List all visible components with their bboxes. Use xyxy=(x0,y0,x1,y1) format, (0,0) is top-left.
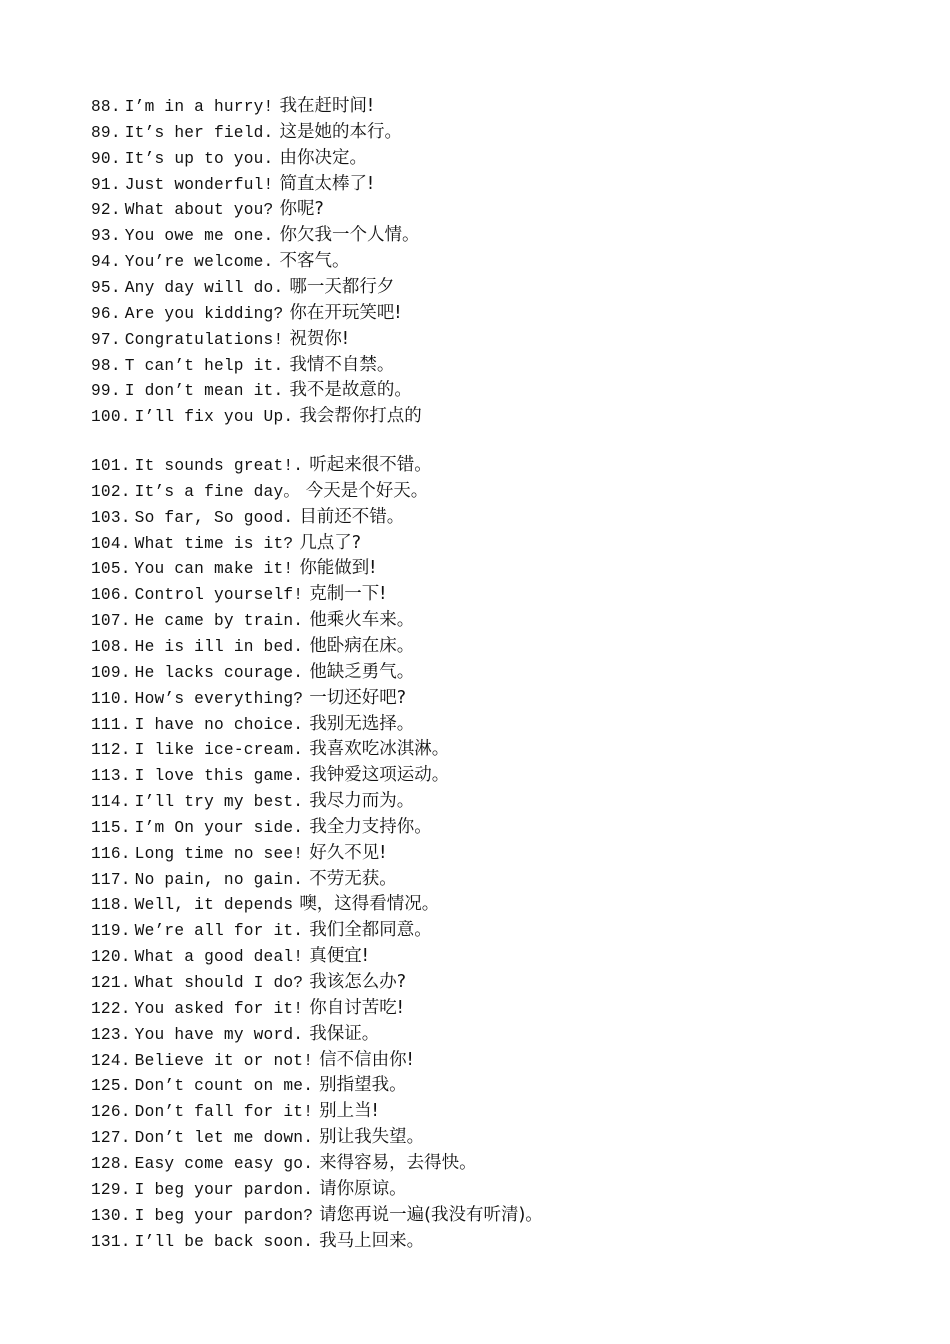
phrase-english: You’re welcome. xyxy=(124,253,274,272)
phrase-number: 131. xyxy=(91,1232,131,1251)
phrase-chinese: 我别无选择。 xyxy=(309,713,415,734)
phrase-english: I beg your pardon. xyxy=(134,1180,314,1199)
phrase-number: 97. xyxy=(91,330,121,349)
phrase-number: 128. xyxy=(91,1154,131,1173)
phrase-english: I’ll try my best. xyxy=(134,793,304,812)
phrase-line xyxy=(91,995,404,1021)
phrase-english: He is ill in bed. xyxy=(134,637,304,656)
phrase-english: It sounds great!. xyxy=(134,457,304,475)
phrase-number: 120. xyxy=(91,948,131,967)
phrase-chinese: 你自讨苦吃! xyxy=(309,997,404,1018)
phrase-english: No pain, no gain. xyxy=(134,870,304,889)
phrase-english: Believe it or not! xyxy=(134,1051,314,1070)
phrase-chinese: 噢，这得看情况。 xyxy=(299,894,440,915)
phrase-chinese: 他乘火车来。 xyxy=(309,610,415,631)
phrase-chinese: 你在开玩笑吧! xyxy=(289,302,402,323)
phrase-english: You can make it! xyxy=(134,560,294,579)
phrase-line xyxy=(91,1021,379,1047)
phrase-english: Don’t let me down. xyxy=(134,1129,314,1148)
phrase-chinese: 目前还不错。 xyxy=(299,506,405,527)
phrase-line xyxy=(91,1176,407,1202)
phrase-chinese: 由你决定。 xyxy=(279,147,367,168)
phrase-english: What should I do? xyxy=(134,974,304,992)
phrase-chinese: 好久不见! xyxy=(309,842,387,863)
phrase-chinese: 来得容易，去得快。 xyxy=(319,1152,477,1173)
phrase-chinese: 一切还好吧? xyxy=(309,687,407,708)
phrase-number: 115. xyxy=(91,818,131,837)
phrase-number: 107. xyxy=(91,612,131,631)
phrase-line xyxy=(91,969,406,995)
phrase-line xyxy=(91,840,386,866)
phrase-line xyxy=(91,119,402,145)
phrase-number: 93. xyxy=(91,227,121,246)
phrase-number: 122. xyxy=(91,999,131,1018)
phrase-chinese: 我保证。 xyxy=(309,1023,380,1044)
phrase-chinese: 不客气。 xyxy=(279,251,350,272)
phrase-line xyxy=(91,326,349,352)
phrase-english: What time is it? xyxy=(134,534,294,553)
phrase-english: He lacks courage. xyxy=(134,663,304,682)
phrase-english: I’m in a hurry! xyxy=(124,98,274,116)
phrase-chinese: 别指望我。 xyxy=(319,1075,407,1096)
phrase-number: 114. xyxy=(91,793,131,812)
phrase-line xyxy=(91,403,422,429)
phrase-number: 117. xyxy=(91,870,131,889)
phrase-number: 100. xyxy=(91,408,131,427)
phrase-chinese: 我在赶时间! xyxy=(279,96,374,116)
phrase-number: 89. xyxy=(91,123,121,142)
phrase-english: So far, So good. xyxy=(134,508,294,527)
phrase-number: 90. xyxy=(91,149,121,168)
phrase-english: I don’t mean it. xyxy=(124,382,284,401)
phrase-line xyxy=(91,145,367,171)
phrase-english: Control yourself! xyxy=(134,586,304,605)
phrase-line xyxy=(91,377,412,403)
phrase-number: 121. xyxy=(91,974,131,992)
phrase-english: Don’t fall for it! xyxy=(134,1103,314,1122)
phrase-line xyxy=(91,1098,379,1124)
phrase-line xyxy=(91,943,369,969)
phrase-line xyxy=(91,917,432,943)
phrase-line xyxy=(91,788,414,814)
phrase-line xyxy=(91,891,439,917)
phrase-number: 88. xyxy=(91,98,121,116)
phrase-number: 112. xyxy=(91,741,131,760)
phrase-line xyxy=(91,736,449,762)
phrase-number: 103. xyxy=(91,508,131,527)
phrase-english: I like ice-cream. xyxy=(134,741,304,760)
phrase-chinese: 我会帮你打点的 xyxy=(299,406,422,427)
phrase-number: 124. xyxy=(91,1051,131,1070)
phrase-chinese: 几点了? xyxy=(299,532,362,553)
phrase-number: 102. xyxy=(91,482,131,501)
phrase-chinese: 我钟爱这项运动。 xyxy=(309,765,450,786)
phrase-english: It’s a fine day。 xyxy=(134,482,300,501)
phrase-chinese: 我尽力而为。 xyxy=(309,791,415,812)
phrase-chinese: 哪一天都行夕 xyxy=(289,276,395,297)
phrase-english: It’s up to you. xyxy=(124,149,274,168)
phrase-chinese: 我喜欢吃冰淇淋。 xyxy=(309,739,450,760)
phrase-number: 108. xyxy=(91,637,131,656)
phrase-line xyxy=(91,93,374,119)
phrase-line xyxy=(91,866,397,892)
phrase-line xyxy=(91,1072,407,1098)
phrase-line xyxy=(91,504,404,530)
phrase-line xyxy=(91,1202,543,1228)
phrase-chinese: 我情不自禁。 xyxy=(289,354,395,375)
phrase-line xyxy=(91,478,428,504)
phrase-line xyxy=(91,762,449,788)
phrase-english: Any day will do. xyxy=(124,278,284,297)
phrase-line xyxy=(91,814,432,840)
phrase-english: Well, it depends xyxy=(134,896,294,915)
phrase-line xyxy=(91,581,386,607)
phrase-chinese: 我该怎么办? xyxy=(309,972,407,992)
phrase-english: I’m On your side. xyxy=(134,818,304,837)
phrase-line xyxy=(91,274,394,300)
phrase-chinese: 他缺乏勇气。 xyxy=(309,661,415,682)
phrase-chinese: 祝贺你! xyxy=(289,328,349,349)
phrase-number: 126. xyxy=(91,1103,131,1122)
phrase-line xyxy=(91,1228,424,1254)
phrase-english: What a good deal! xyxy=(134,948,304,967)
phrase-line xyxy=(91,659,414,685)
phrase-english: He came by train. xyxy=(134,612,304,631)
phrase-number: 125. xyxy=(91,1077,131,1096)
phrase-number: 129. xyxy=(91,1180,131,1199)
phrase-chinese: 你欠我一个人情。 xyxy=(279,225,420,246)
phrase-chinese: 听起来很不错。 xyxy=(309,455,432,475)
phrase-number: 104. xyxy=(91,534,131,553)
phrase-english: You owe me one. xyxy=(124,227,274,246)
phrase-line xyxy=(91,1150,477,1176)
phrase-line xyxy=(91,248,349,274)
phrase-chinese: 我马上回来。 xyxy=(319,1230,425,1251)
phrase-line xyxy=(91,171,374,197)
phrase-number: 119. xyxy=(91,922,131,941)
phrase-number: 98. xyxy=(91,356,121,375)
phrase-english: Are you kidding? xyxy=(124,304,284,323)
phrase-chinese: 你能做到! xyxy=(299,558,377,579)
phrase-line xyxy=(91,222,419,248)
phrase-chinese: 这是她的本行。 xyxy=(279,121,402,142)
phrase-chinese: 他卧病在床。 xyxy=(309,635,415,656)
phrase-chinese: 信不信由你! xyxy=(319,1049,414,1070)
phrase-chinese: 今天是个好天。 xyxy=(305,480,429,501)
phrase-number: 118. xyxy=(91,896,131,915)
phrase-chinese: 不劳无获。 xyxy=(309,868,397,889)
phrase-line xyxy=(91,300,401,326)
phrase-english: How’s everything? xyxy=(134,689,304,708)
phrase-number: 105. xyxy=(91,560,131,579)
phrase-english: T can’t help it. xyxy=(124,356,284,375)
phrase-number: 95. xyxy=(91,278,121,297)
phrase-english: I have no choice. xyxy=(134,715,304,734)
phrase-english: You asked for it! xyxy=(134,999,304,1018)
phrase-chinese: 别让我失望。 xyxy=(319,1127,425,1148)
phrase-chinese: 克制一下! xyxy=(309,584,387,605)
phrase-english: Long time no see! xyxy=(134,844,304,863)
phrase-english: Just wonderful! xyxy=(124,175,274,194)
phrase-english: Easy come easy go. xyxy=(134,1154,314,1173)
phrase-line xyxy=(91,685,406,711)
phrase-line xyxy=(91,530,361,556)
phrase-english: Don’t count on me. xyxy=(134,1077,314,1096)
phrase-number: 130. xyxy=(91,1206,131,1225)
phrase-line xyxy=(91,352,394,378)
phrase-english: I’ll be back soon. xyxy=(134,1232,314,1251)
phrase-chinese: 我不是故意的。 xyxy=(289,380,412,401)
phrase-number: 91. xyxy=(91,175,121,194)
phrase-english: It’s her field. xyxy=(124,123,274,142)
phrase-english: What about you? xyxy=(124,201,274,220)
phrase-chinese: 请你原谅。 xyxy=(319,1178,407,1199)
phrase-number: 116. xyxy=(91,844,131,863)
phrase-line xyxy=(91,1124,424,1150)
phrase-chinese: 我们全都同意。 xyxy=(309,920,432,941)
phrase-number: 110. xyxy=(91,689,131,708)
phrase-number: 92. xyxy=(91,201,121,220)
phrase-chinese: 真便宜! xyxy=(309,946,369,967)
phrase-chinese: 请您再说一遍(我没有听清)。 xyxy=(319,1204,543,1225)
phrase-line xyxy=(91,633,414,659)
phrase-english: You have my word. xyxy=(134,1025,304,1044)
phrase-line xyxy=(91,196,324,222)
phrase-number: 109. xyxy=(91,663,131,682)
phrase-number: 123. xyxy=(91,1025,131,1044)
phrase-number: 94. xyxy=(91,253,121,272)
phrase-number: 96. xyxy=(91,304,121,323)
phrase-line xyxy=(91,711,414,737)
phrase-number: 101. xyxy=(91,457,131,475)
phrase-chinese: 简直太棒了! xyxy=(279,173,374,194)
phrase-english: I beg your pardon? xyxy=(134,1206,314,1225)
phrase-chinese: 你呢? xyxy=(279,199,324,220)
phrase-number: 127. xyxy=(91,1129,131,1148)
phrase-line xyxy=(91,607,414,633)
phrase-number: 106. xyxy=(91,586,131,605)
phrase-english: Congratulations! xyxy=(124,330,284,349)
phrase-number: 111. xyxy=(91,715,131,734)
phrase-line xyxy=(91,452,432,478)
phrase-line xyxy=(91,1047,414,1073)
phrase-english: We’re all for it. xyxy=(134,922,304,941)
phrase-chinese: 我全力支持你。 xyxy=(309,816,432,837)
phrase-number: 113. xyxy=(91,767,131,786)
phrase-english: I love this game. xyxy=(134,767,304,786)
phrase-number: 99. xyxy=(91,382,121,401)
phrase-english: I’ll fix you Up. xyxy=(134,408,294,427)
phrase-chinese: 别上当! xyxy=(319,1101,379,1122)
phrase-line xyxy=(91,555,376,581)
